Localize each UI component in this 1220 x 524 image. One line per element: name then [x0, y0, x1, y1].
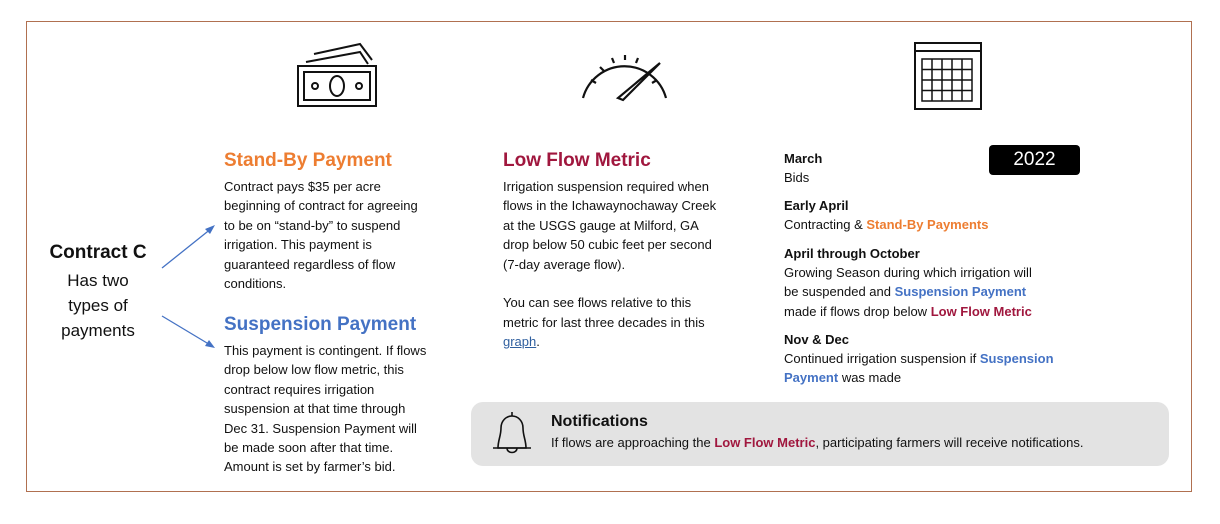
notifications-title: Notifications	[551, 413, 648, 430]
contract-title: Contract C	[49, 242, 147, 263]
timeline-march-title: March	[784, 151, 823, 166]
notifications-text: If flows are approaching the Low Flow Metric, participating farmers will receive notifications.	[551, 435, 1084, 450]
money-icon	[296, 40, 386, 110]
timeline-april-october-title: April through October	[784, 245, 920, 261]
calendar-icon	[914, 42, 984, 112]
suspension-heading: Suspension Payment	[224, 314, 417, 335]
timeline-march-text: Bids	[784, 170, 810, 185]
lowflow-heading: Low Flow Metric	[503, 150, 651, 171]
suspension-description: This payment is contingent. If flows drop below low flow metric, this contract requires irrigation suspension at that time through Dec 31. Suspension Payment will be made soon after that time. Amount is set by farmer’s bid.	[224, 343, 427, 475]
timeline-nov-dec-title: Nov & Dec	[784, 332, 850, 348]
timeline-early-april-text: Contracting & Stand-By Payments	[784, 217, 989, 233]
timeline-april-october-text: Growing Season during which irrigation will be suspended and Suspension Payment made if flows drop below Low Flow Metric	[784, 264, 1032, 319]
standby-description: Contract pays $35 per acre beginning of contract for agreeing to be on “stand-by” to suspend irrigation. This payment is guaranteed regardless of flow conditions.	[224, 179, 418, 292]
standby-heading: Stand-By Payment	[224, 150, 392, 171]
timeline	[784, 149, 1104, 388]
arrow-to-suspension	[160, 314, 220, 354]
timeline-nov-dec-text: Continued irrigation suspension if Suspension Payment was made	[784, 351, 1054, 386]
lowflow-description: Irrigation suspension required when flows in the Ichawaynochaway Creek at the USGS gauge at Milford, GA drop below 50 cubic feet per second (7-day average flow). You can see flows relative to this metric for last three decades in this graph.	[503, 179, 717, 350]
contract-subtitle: Has two types of payments	[61, 271, 135, 340]
timeline-early-april-title: Early April	[784, 198, 849, 214]
year-badge: 2022	[989, 145, 1080, 175]
gauge-icon	[580, 48, 670, 100]
arrow-to-standby	[160, 222, 220, 272]
graph-link[interactable]: graph	[503, 334, 537, 350]
bell-icon	[490, 410, 534, 458]
